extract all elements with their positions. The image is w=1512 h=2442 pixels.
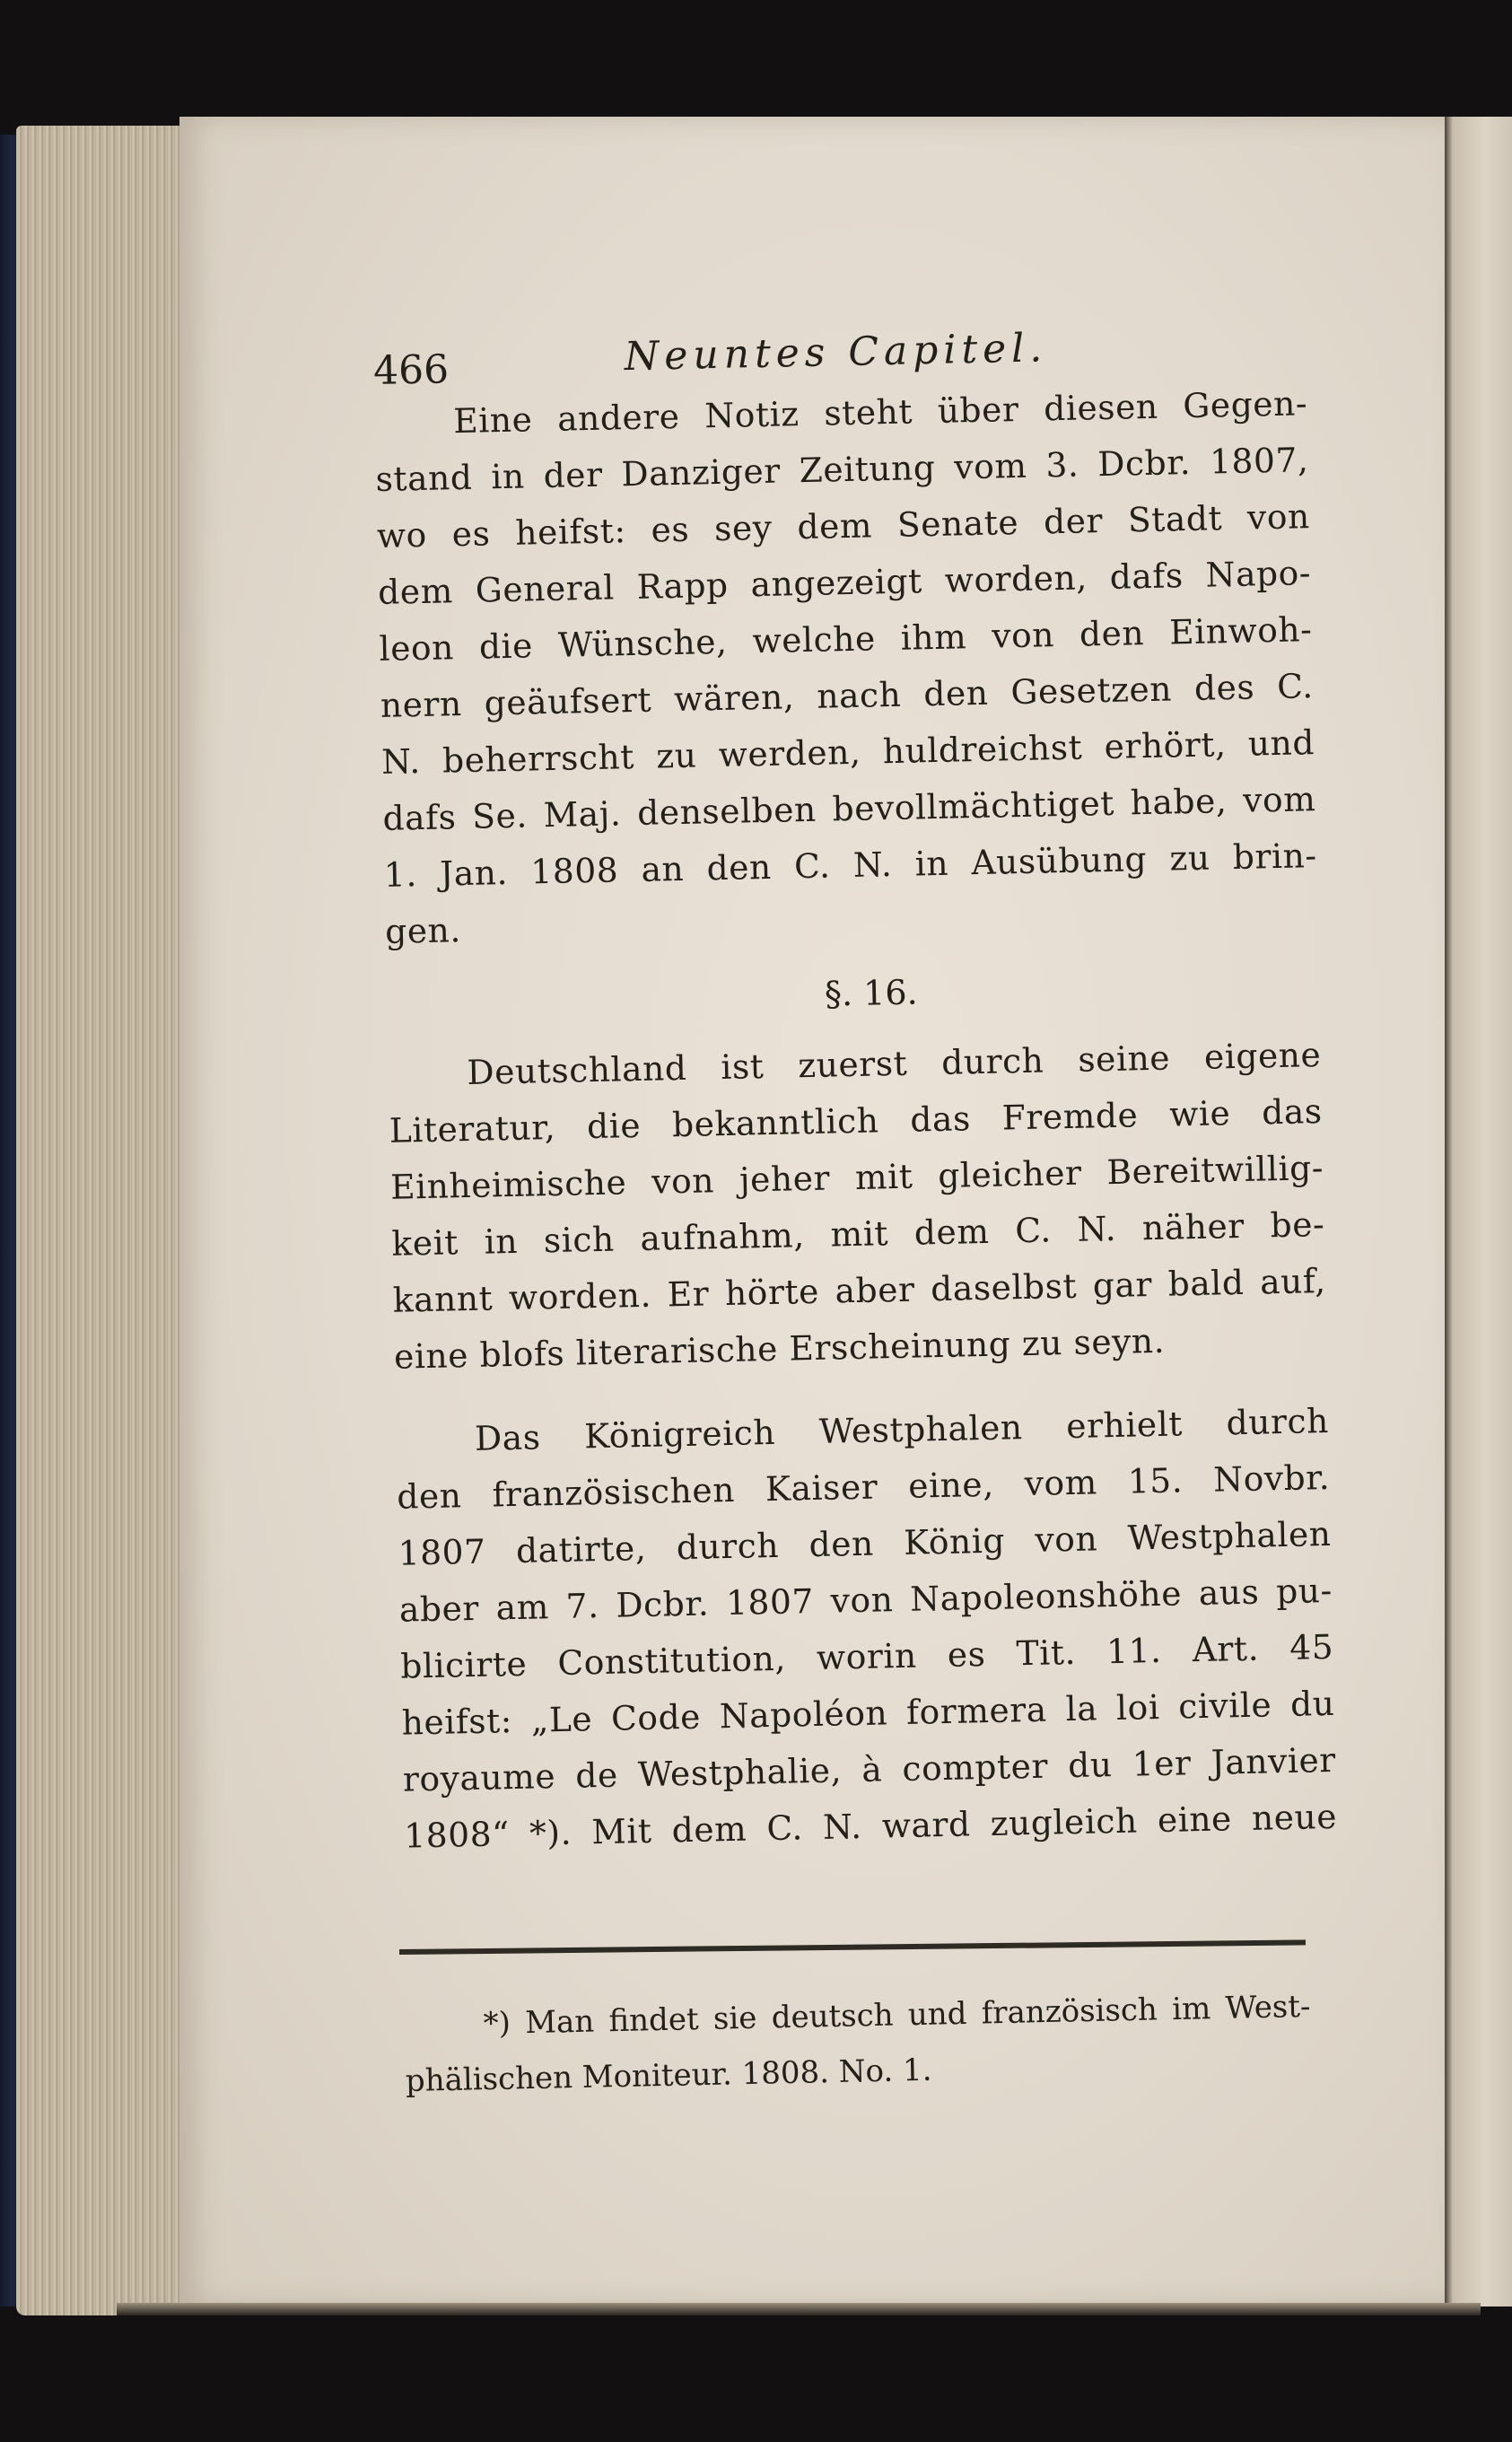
text-line: dem General Rapp angezeigt worden, dafs Napo-: [377, 553, 1312, 612]
paragraph-1: [374, 375, 1319, 960]
text-line: 1. Jan. 1808 an den C. N. in Ausübung zu brin-: [383, 836, 1318, 895]
text-line: Einheimische von jeher mit gleicher Bereitwillig-: [389, 1148, 1324, 1207]
section-heading: §. 16.: [824, 972, 919, 1014]
text-line: kannt worden. Er hörte aber daselbst gar bald auf,: [392, 1260, 1327, 1320]
page-number: 466: [372, 346, 450, 394]
text-line: Deutschland ist zuerst durch seine eigene: [467, 1035, 1322, 1092]
text-line: aber am 7. Dcbr. 1807 von Napoleonshöhe aus pu-: [398, 1570, 1333, 1630]
book-bottom-edge: [117, 2303, 1481, 2315]
text-line: Literatur, die bekanntlich das Fremde wie das: [389, 1091, 1324, 1151]
text-line: nern geäufsert wären, nach den Gesetzen des C.: [380, 666, 1315, 725]
footnote: [404, 1979, 1312, 2109]
facing-page-edge: [1445, 117, 1512, 2306]
text-line: keit in sich aufnahm, mit dem C. N. näher be-: [391, 1203, 1325, 1264]
text-line: royaume de Westphalie, à compter du 1er Janvier: [402, 1739, 1337, 1799]
text-line: 1808“ *). Mit dem C. N. ward zugleich eine neue: [403, 1796, 1338, 1856]
text-line: wo es heifst: es sey dem Senate der Stadt von: [376, 496, 1311, 556]
text-line: blicirte Constitution, worin es Tit. 11. Art. 45: [399, 1626, 1334, 1686]
text-line: den französischen Kaiser eine, vom 15. Novbr.: [396, 1457, 1331, 1517]
text-line: gen.: [384, 910, 462, 951]
footnote-line: phälischen Moniteur. 1808. No. 1.: [405, 2052, 932, 2099]
text-line: stand in der Danziger Zeitung vom 3. Dcbr. 1807,: [375, 440, 1309, 499]
text-line: N. beherrscht zu werden, huldreichst erhört, und: [380, 722, 1315, 782]
text-line: 1807 datirte, durch den König von Westphalen: [398, 1513, 1332, 1573]
page-text: [372, 303, 1338, 1864]
running-head: Neuntes Capitel.: [624, 325, 1048, 381]
paragraph-2: [388, 1027, 1328, 1386]
text-line: heifst: „Le Code Napoléon formera la loi civile du: [401, 1683, 1335, 1743]
footnote-line: *) Man findet sie deutsch und französisch im West-: [483, 1988, 1311, 2043]
paragraph-3: [395, 1393, 1337, 1865]
text-line: leon die Wünsche, welche ihm von den Einwoh-: [379, 609, 1313, 669]
text-line: dafs Se. Maj. denselben bevollmächtiget habe, vom: [382, 779, 1316, 838]
page-stack-edge: [16, 126, 196, 2315]
text-line: Das Königreich Westphalen erhielt durch: [474, 1400, 1330, 1458]
text-line: eine blofs literarische Erscheinung zu seyn.: [393, 1320, 1166, 1377]
text-line: Eine andere Notiz steht über diesen Gegen-: [452, 383, 1308, 442]
